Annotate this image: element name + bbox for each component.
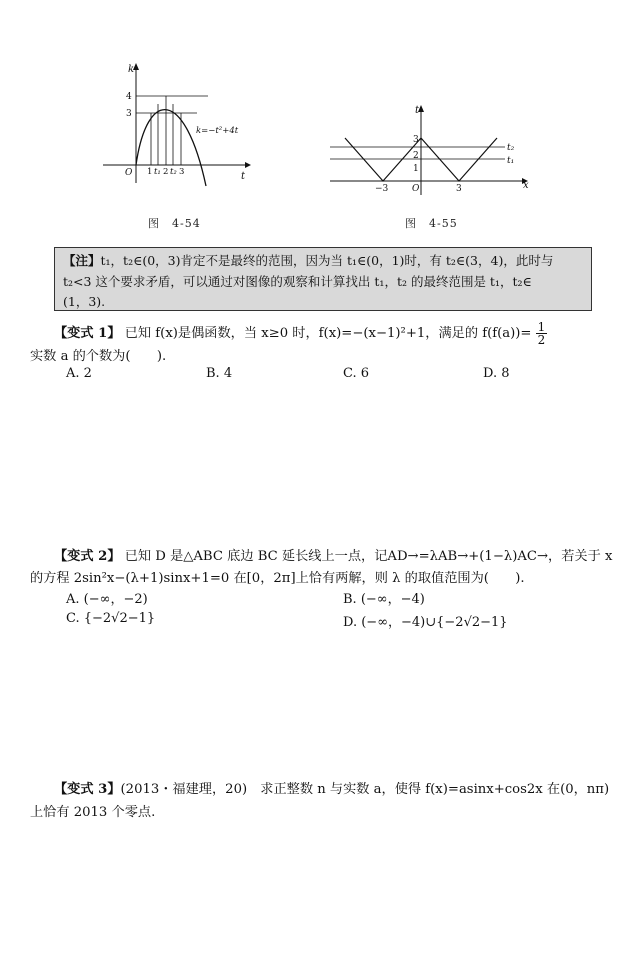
- fig2-line-t2: t₂: [507, 143, 515, 153]
- fig2-ytick-3: 3: [413, 135, 419, 145]
- fraction-denominator: 2: [537, 333, 546, 347]
- problem-1-option-b: B. 4: [206, 366, 233, 381]
- problem-2-option-d: D. (−∞，−4)∪{−2√2−1}: [343, 615, 508, 630]
- fig2-xtick-3: 3: [456, 184, 462, 194]
- fig2-ytick-1: 1: [413, 164, 419, 174]
- fraction-numerator: 1: [537, 320, 546, 334]
- note-tag: 【注】: [63, 253, 101, 268]
- problem-2-line-1: [54, 545, 612, 564]
- problem-2-option-c: C. {−2√2−1}: [66, 611, 156, 626]
- fig2-axis-y: t: [415, 105, 420, 116]
- fig2-axis-x: x: [523, 180, 529, 191]
- problem-3-line-2: 上恰有 2013 个零点.: [30, 805, 156, 820]
- note-line-3: (1，3).: [63, 294, 106, 309]
- note-box: [54, 247, 592, 311]
- fig1-origin: O: [125, 168, 133, 178]
- fig1-xtick-1: 1: [147, 167, 153, 177]
- fig1-xtick-t1: t₁: [154, 167, 161, 177]
- problem-1-option-d: D. 8: [483, 366, 510, 381]
- problem-2-option-a: A. (−∞，−2): [66, 592, 148, 607]
- note-text-1: t₁，t₂∈(0，3)肯定不是最终的范围，因为当 t₁∈(0，1)时，有 t₂∈(3，4)，此时与: [100, 253, 554, 268]
- problem-3-text-1: (2013・福建理，20) 求正整数 n 与实数 a，使得 f(x)=asinx+cos2x 在(0，nπ): [120, 782, 610, 797]
- note-line-2: t₂<3 这个要求矛盾，可以通过对图像的观察和计算找出 t₁，t₂ 的最终范围是 t₁，t₂∈: [63, 273, 532, 289]
- problem-2-line-2: 的方程 2sin²x−(λ+1)sinx+1=0 在[0，2π]上恰有两解，则 λ 的取值范围为( ).: [30, 571, 525, 586]
- figure-4-54: [95, 58, 255, 188]
- fig2-caption: 图 4-55: [405, 217, 458, 230]
- fig2-xtick-neg3: −3: [375, 184, 389, 194]
- problem-1-option-a: A. 2: [66, 366, 92, 381]
- fig2-origin: O: [412, 184, 420, 194]
- fig1-axis-x: t: [241, 171, 246, 182]
- problem-1-line-1: [54, 321, 547, 346]
- fig1-xtick-3: 3: [179, 167, 185, 177]
- fig2-line-t1: t₁: [507, 156, 515, 166]
- fig1-ytick-3: 3: [126, 109, 132, 119]
- note-line-1: [63, 251, 583, 272]
- fig1-curve-label: k=−t²+4t: [196, 126, 239, 136]
- problem-2-tag: 【变式 2】: [54, 549, 121, 564]
- problem-2-option-b: B. (−∞，−4): [343, 592, 425, 607]
- problem-2-text-1: 已知 D 是△ABC 底边 BC 延长线上一点，记AD→=λAB→+(1−λ)AC→，若关于 x: [124, 549, 613, 564]
- figure-4-55: [325, 100, 545, 200]
- fig1-caption: 图 4-54: [148, 217, 201, 230]
- problem-1-fraction: [536, 321, 548, 346]
- problem-3-line-1: [54, 778, 609, 797]
- problem-1-option-c: C. 6: [343, 366, 370, 381]
- problem-3-tag: 【变式 3】: [54, 782, 121, 797]
- problem-1-line-2: 实数 a 的个数为( ).: [30, 349, 167, 364]
- fig1-ytick-4: 4: [126, 92, 132, 102]
- problem-1-text-1: 已知 f(x)是偶函数，当 x≥0 时，f(x)=−(x−1)²+1，满足的 f(f(a))=: [124, 326, 532, 341]
- fig1-xtick-2: 2: [163, 167, 169, 177]
- fig1-axis-y: k: [128, 64, 135, 75]
- fig1-xtick-t2: t₂: [170, 167, 177, 177]
- problem-1-tag: 【变式 1】: [54, 326, 121, 341]
- fig2-ytick-2: 2: [413, 151, 419, 161]
